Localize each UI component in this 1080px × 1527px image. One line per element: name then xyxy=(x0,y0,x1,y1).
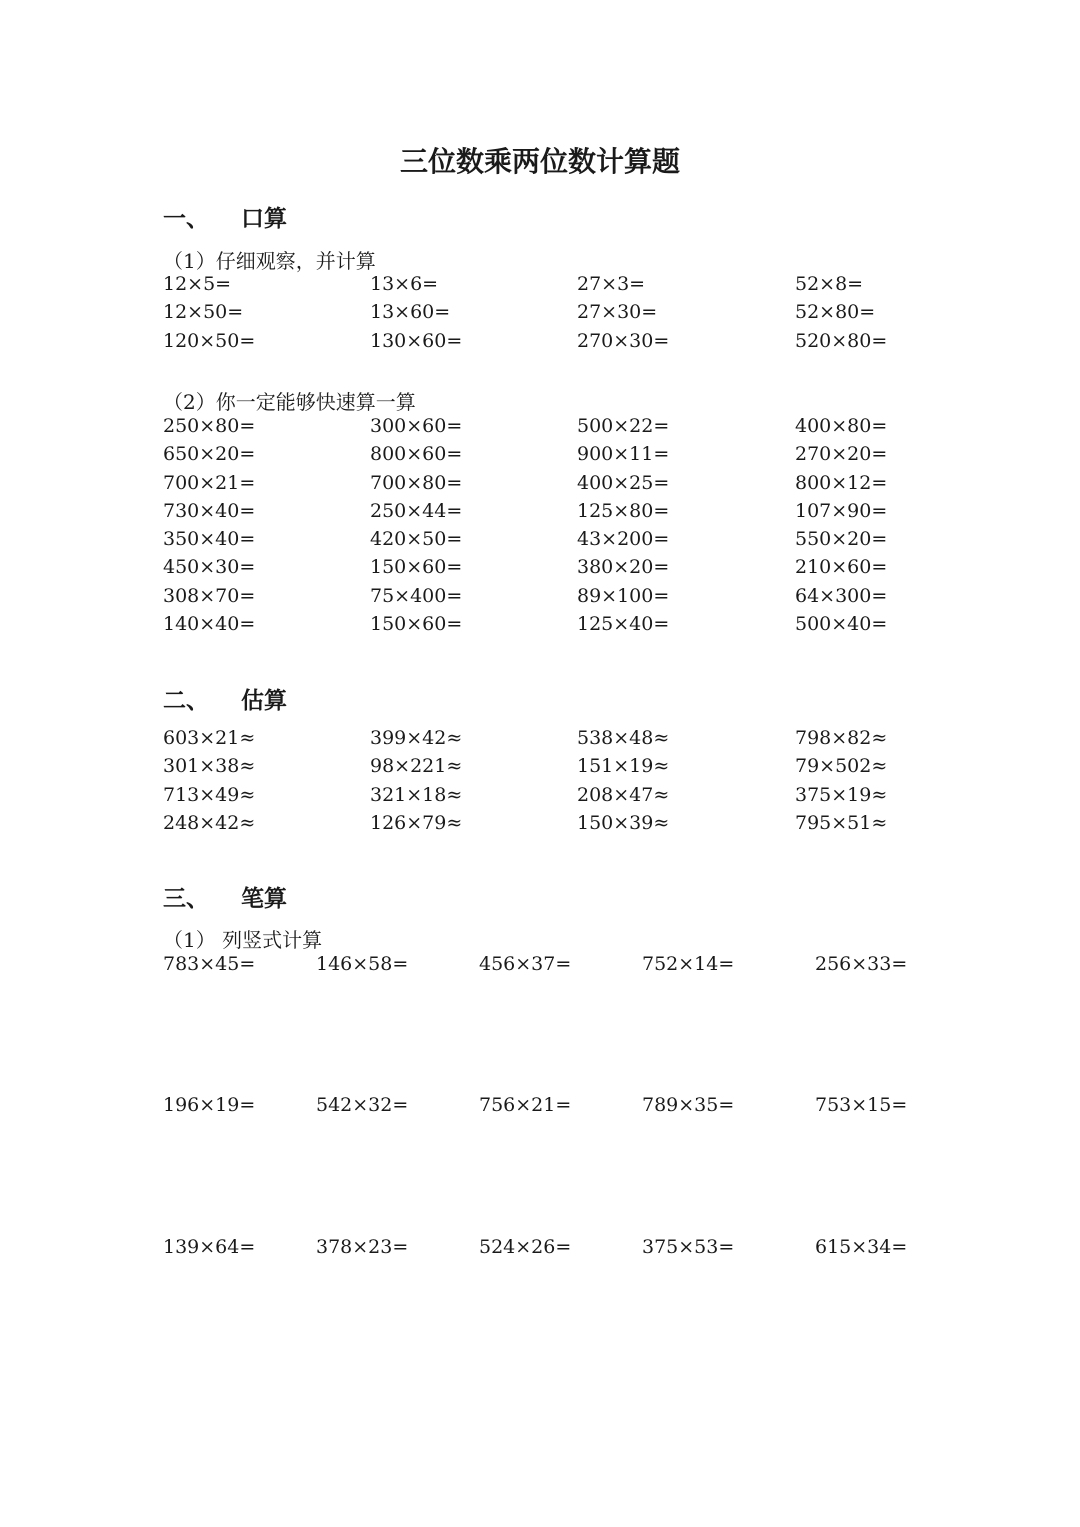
problem: 130×60= xyxy=(370,329,463,352)
problem: 196×19= xyxy=(163,1094,256,1116)
problem: 27×3= xyxy=(577,273,646,295)
problem: 700×80= xyxy=(370,471,463,494)
problem: 27×30= xyxy=(577,301,658,324)
problem: 125×80= xyxy=(577,499,670,522)
problem: 250×44= xyxy=(370,499,463,522)
problem: 126×79≈ xyxy=(370,811,463,834)
problem: 12×5= xyxy=(163,273,232,295)
sub-heading-observe: （1）仔细观察，并计算 xyxy=(163,249,376,273)
problem: 789×35= xyxy=(642,1094,735,1116)
problem: 270×20= xyxy=(795,443,888,466)
problem: 250×80= xyxy=(163,415,256,437)
problem: 146×58= xyxy=(316,953,409,975)
problem: 550×20= xyxy=(795,528,888,551)
problem: 79×502≈ xyxy=(795,755,888,778)
problem: 256×33= xyxy=(815,953,908,975)
problem: 753×15= xyxy=(815,1094,908,1116)
problem: 308×70= xyxy=(163,584,256,607)
sub-heading-vertical: （1） 列竖式计算 xyxy=(163,928,323,952)
problem: 150×60= xyxy=(370,556,463,579)
problem: 350×40= xyxy=(163,528,256,551)
problem: 52×8= xyxy=(795,273,864,295)
problem: 151×19≈ xyxy=(577,755,670,778)
problem: 120×50= xyxy=(163,329,256,352)
problem: 125×40= xyxy=(577,613,670,636)
problem: 89×100= xyxy=(577,584,670,607)
problem: 524×26= xyxy=(479,1236,572,1258)
problem: 321×18≈ xyxy=(370,783,463,806)
problem: 500×40= xyxy=(795,613,888,636)
problem: 542×32= xyxy=(316,1094,409,1116)
problem: 798×82≈ xyxy=(795,727,888,749)
problem: 752×14= xyxy=(642,953,735,975)
problem: 208×47≈ xyxy=(577,783,670,806)
problem: 500×22= xyxy=(577,415,670,437)
problem: 140×40= xyxy=(163,613,256,636)
section-heading-oral xyxy=(163,200,287,233)
problem: 713×49≈ xyxy=(163,783,256,806)
section-number: 一、 xyxy=(163,206,209,232)
problem: 456×37= xyxy=(479,953,572,975)
problem: 730×40= xyxy=(163,499,256,522)
problem: 380×20= xyxy=(577,556,670,579)
problem: 75×400= xyxy=(370,584,463,607)
problem: 420×50= xyxy=(370,528,463,551)
problem: 270×30= xyxy=(577,329,670,352)
problem: 13×60= xyxy=(370,301,451,324)
problem: 800×60= xyxy=(370,443,463,466)
sub-heading-quick: （2）你一定能够快速算一算 xyxy=(163,390,416,414)
problem: 615×34= xyxy=(815,1236,908,1258)
problem: 538×48≈ xyxy=(577,727,670,749)
problem: 400×25= xyxy=(577,471,670,494)
problem: 400×80= xyxy=(795,415,888,437)
problem: 107×90= xyxy=(795,499,888,522)
problem: 900×11= xyxy=(577,443,670,466)
problem: 139×64= xyxy=(163,1236,256,1258)
problem: 700×21= xyxy=(163,471,256,494)
problem: 603×21≈ xyxy=(163,727,256,749)
section-name: 估算 xyxy=(241,688,287,714)
problem: 150×60= xyxy=(370,613,463,636)
problem: 64×300= xyxy=(795,584,888,607)
problem: 13×6= xyxy=(370,273,439,295)
problem: 375×19≈ xyxy=(795,783,888,806)
problem: 375×53= xyxy=(642,1236,735,1258)
problem: 98×221≈ xyxy=(370,755,463,778)
problem: 783×45= xyxy=(163,953,256,975)
problem: 520×80= xyxy=(795,329,888,352)
problem: 210×60= xyxy=(795,556,888,579)
problem: 378×23= xyxy=(316,1236,409,1258)
problem: 795×51≈ xyxy=(795,811,888,834)
section-heading-estimate xyxy=(163,682,287,715)
problem: 399×42≈ xyxy=(370,727,463,749)
section-name: 笔算 xyxy=(241,886,287,912)
problem: 450×30= xyxy=(163,556,256,579)
problem: 301×38≈ xyxy=(163,755,256,778)
problem: 150×39≈ xyxy=(577,811,670,834)
section-number: 二、 xyxy=(163,688,209,714)
section-heading-written xyxy=(163,880,287,913)
problem: 650×20= xyxy=(163,443,256,466)
problem: 52×80= xyxy=(795,301,876,324)
problem: 300×60= xyxy=(370,415,463,437)
section-number: 三、 xyxy=(163,886,209,912)
problem: 756×21= xyxy=(479,1094,572,1116)
problem: 800×12= xyxy=(795,471,888,494)
problem: 12×50= xyxy=(163,301,244,324)
problem: 43×200= xyxy=(577,528,670,551)
problem: 248×42≈ xyxy=(163,811,256,834)
page-title: 三位数乘两位数计算题 xyxy=(399,145,680,178)
section-name: 口算 xyxy=(241,206,287,232)
